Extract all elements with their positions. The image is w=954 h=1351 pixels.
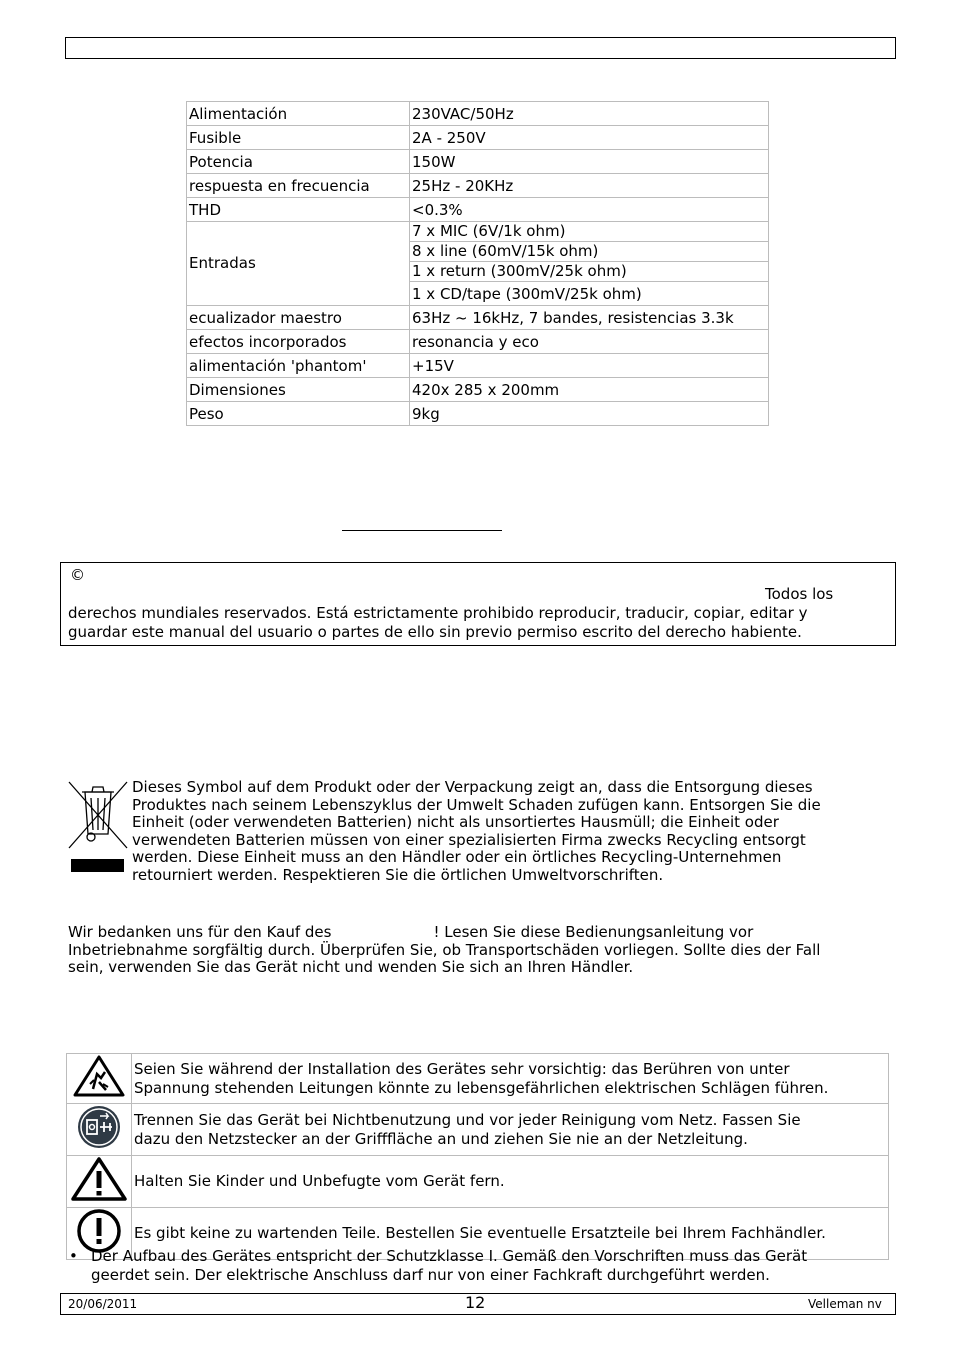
spec-value: 7 x MIC (6V/1k ohm) [410,222,769,242]
copyright-symbol: © [70,566,85,584]
table-row [67,1054,889,1104]
table-row [187,306,769,330]
page-number: 12 [465,1293,486,1312]
spec-key: Dimensiones [187,378,410,402]
safety-text [132,1156,889,1208]
thanks-text: ! Lesen Sie diese Bedienungsanleitung vor [433,923,754,941]
spec-key: Entradas [187,222,410,306]
weee-black-bar [71,859,124,872]
bullet-line: geerdet sein. Der elektrische Anschluss darf nur von einer Fachkraft durchgeführt werden. [91,1266,770,1284]
thanks-paragraph [68,924,898,977]
spec-value: +15V [410,354,769,378]
safety-line: Spannung stehenden Leitungen könnte zu lebensgefährlichen elektrischen Schlägen führen. [134,1078,829,1097]
footer-brand: Velleman nv [808,1297,882,1311]
bullet-paragraph [91,1247,807,1285]
weee-line: Produktes nach seinem Lebenszyklus der Umwelt Schaden zufügen kann. Entsorgen Sie die [132,795,821,814]
unplug-icon [67,1104,132,1156]
safety-line: Halten Sie Kinder und Unbefugte vom Gerät fern. [134,1172,505,1190]
bullet-marker: • [69,1247,78,1265]
spec-value: 8 x line (60mV/15k ohm) [410,242,769,262]
table-row [187,402,769,426]
weee-line: werden. Diese Einheit muss an den Händler oder ein örtliches Recycling-Unternehmen [132,848,782,866]
spec-value: <0.3% [410,198,769,222]
table-row [187,102,769,126]
spec-value: 230VAC/50Hz [410,102,769,126]
safety-line: Seien Sie während der Installation des Gerätes sehr vorsichtig: das Berühren von unter [134,1059,790,1078]
spec-value: 9kg [410,402,769,426]
spec-value: 25Hz - 20KHz [410,174,769,198]
table-row [67,1104,889,1156]
page-header-box [65,37,896,59]
table-row [187,150,769,174]
safety-text [132,1054,889,1104]
weee-line: Einheit (oder verwendeten Batterien) nicht als unsortiertes Hausmüll; die Einheit oder [132,813,779,831]
spec-value: resonancia y eco [410,330,769,354]
spec-key: efectos incorporados [187,330,410,354]
crossed-out-wheelie-bin-icon [67,780,129,854]
table-row [67,1156,889,1208]
safety-instructions-table [66,1053,889,1260]
spec-value: 1 x CD/tape (300mV/25k ohm) [410,282,769,306]
weee-line: verwendeten Batterien müssen von einer spezialisierten Firma zwecks Recycling entsorgt [132,830,806,849]
spec-key: Fusible [187,126,410,150]
table-row [187,354,769,378]
hyperlink-underline[interactable] [342,530,502,531]
spec-key: respuesta en frecuencia [187,174,410,198]
spec-value: 1 x return (300mV/25k ohm) [410,262,769,282]
table-row [187,126,769,150]
spec-key: THD [187,198,410,222]
safety-line: dazu den Netzstecker an der Grifffläche an und ziehen Sie nie an der Netzleitung. [134,1129,748,1148]
bullet-line: Der Aufbau des Gerätes entspricht der Schutzklasse I. Gemäß den Vorschriften muss das Gerät [91,1247,808,1265]
spec-key: Alimentación [187,102,410,126]
table-row [187,174,769,198]
table-row [187,198,769,222]
safety-line: Trennen Sie das Gerät bei Nichtbenutzung und vor jeder Reinigung vom Netz. Fassen Sie [134,1110,801,1129]
spec-value: 63Hz ~ 16kHz, 7 bandes, resistencias 3.3k [410,306,769,330]
spec-key: Peso [187,402,410,426]
spec-value: 150W [410,150,769,174]
spec-value: 2A - 250V [410,126,769,150]
table-row [187,330,769,354]
electric-shock-warning-icon [67,1054,132,1104]
spec-key: alimentación 'phantom' [187,354,410,378]
table-row [187,222,769,242]
copyright-text: guardar este manual del usuario o partes de ello sin previo permiso escrito del derecho habiente. [68,623,802,641]
spec-key: ecualizador maestro [187,306,410,330]
warning-triangle-icon [67,1156,132,1208]
footer-date: 20/06/2011 [68,1297,138,1311]
safety-text [132,1104,889,1156]
thanks-text: Inbetriebnahme sorgfältig durch. Überprüfen Sie, ob Transportschäden vorliegen. Sollte dies der Fall [68,940,821,959]
table-row [187,378,769,402]
weee-notice [132,779,892,884]
weee-line: retourniert werden. Respektieren Sie die örtlichen Umweltvorschriften. [132,865,664,884]
spec-key: Potencia [187,150,410,174]
spec-value: 420x 285 x 200mm [410,378,769,402]
specifications-table [186,101,769,426]
thanks-text: Wir bedanken uns für den Kauf des [68,923,332,941]
copyright-text: Todos los [765,585,834,603]
weee-line: Dieses Symbol auf dem Produkt oder der Verpackung zeigt an, dass die Entsorgung dieses [132,778,813,796]
safety-line: Es gibt keine zu wartenden Teile. Bestellen Sie eventuelle Ersatzteile bei Ihrem Fachhändler. [134,1224,826,1242]
copyright-text: derechos mundiales reservados. Está estrictamente prohibido reproducir, traducir, copiar, editar y [68,604,808,622]
thanks-text: sein, verwenden Sie das Gerät nicht und wenden Sie sich an Ihren Händler. [68,958,634,976]
